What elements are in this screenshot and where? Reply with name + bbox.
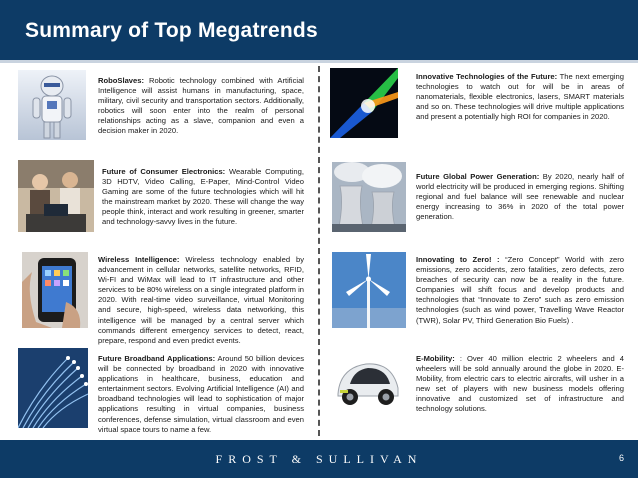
footer-bar <box>0 440 638 478</box>
roboslaves-text <box>98 76 304 137</box>
page-title: Summary of Top Megatrends <box>25 19 318 42</box>
innovating-to-zero-body: “Zero Concept” World with zero emissions, zero accidents, zero fatalities, zero defects, zero breaches of security can now be a reality in the future. Companies will shift focus and develop products and technologies that “Innovate to Zero” such as zero emission technologies (such as wind power, Travelling Wave Reactor (TWR), Solar PV, Third Generation Bio Fuels) . <box>416 255 624 325</box>
wireless-intelligence-body: Wireless technology enabled by advancement in cellular networks, satellite networks, RFID, Wi-FI and WiMax will lead to IT infrastructure and other services to be 80% wireless on a single integrated platform in 2020. With real-time video surveillance, virtual Monitoring and secure, high-speed, wireless data networking, this intelligence will be managed by a central server which commands different emergency services to detect, react, prepare, respond and even predict events. <box>98 255 304 345</box>
column-divider <box>318 66 320 436</box>
electric-car-image <box>330 350 406 414</box>
header-bar <box>0 0 638 60</box>
page-number: 6 <box>618 453 624 463</box>
innovative-technologies-text <box>416 72 624 122</box>
laser-image <box>330 68 398 138</box>
power-plant-image <box>332 162 406 232</box>
e-mobility-body: : Over 40 million electric 2 wheelers and 4 wheelers will be sold annually around the globe in 2020. E-Mobility, from electric cars to electric aircrafts, will usher in a new set of players with new business models offering innovative and customized set of infrastructure and technology solutions. <box>416 354 624 414</box>
innovating-to-zero-heading: Innovating to Zero! : <box>416 255 500 264</box>
power-generation-text <box>416 172 624 222</box>
consumer-electronics-image <box>18 160 94 232</box>
innovating-to-zero-text <box>416 255 624 326</box>
robot-image <box>18 70 86 140</box>
header-rule <box>0 60 638 63</box>
wind-turbine-image <box>332 252 406 328</box>
broadband-heading: Future Broadband Applications: <box>98 354 216 363</box>
roboslaves-body: Robotic technology combined with Artificial Intelligence will assist humans in manufacturing, space, military, civil security and transportation sectors. Additionally, robotics will soon enter into the realm of personal relationships acting as a slave, companion and even a decision maker in 2020. <box>98 76 304 136</box>
innovative-technologies-body: The next emerging technologies to watch out for will be in areas of nanomaterials, flexible electronics, lasers, SMART materials and so on. These technologies will drive multiple applications and present a potentially high ROI for companies in 2020. <box>416 72 624 122</box>
consumer-electronics-heading: Future of Consumer Electronics: <box>102 167 226 176</box>
power-generation-heading: Future Global Power Generation: <box>416 172 540 181</box>
power-generation-body: By 2020, nearly half of world electricity will be produced in emerging regions. Shifting regional and fuel balance will see renewable and nuclear energy increasing to 36% in 2020 of the total power generation. <box>416 172 624 222</box>
wireless-intelligence-text <box>98 255 304 346</box>
consumer-electronics-text <box>102 167 304 228</box>
wireless-phone-image <box>22 252 88 328</box>
e-mobility-text <box>416 354 624 415</box>
wireless-intelligence-heading: Wireless Intelligence: <box>98 255 180 264</box>
broadband-text <box>98 354 304 435</box>
roboslaves-heading: RoboSlaves: <box>98 76 144 85</box>
broadband-body: Around 50 billion devices will be connected by broadband in 2020 with innovative applications in healthcare, business, education and entertainment sectors. Evolving Artificial Intelligence (AI) and broadband technologies will lead to sophistication of major applications resulting in virtual companies, business conferences, defense simulation, virtual classroom and even virtual space tours to name a few. <box>98 354 305 434</box>
frost-sullivan-logo: FROST & SULLIVAN <box>215 451 423 466</box>
fiber-optic-image <box>18 348 88 428</box>
innovative-technologies-heading: Innovative Technologies of the Future: <box>416 72 558 81</box>
e-mobility-heading: E-Mobility: <box>416 354 455 363</box>
consumer-electronics-body: Wearable Computing, 3D HDTV, Video Calling, E-Paper, Mind-Control Video Gaming are some of the future technologies which will hit the mainstream market by 2020. These will change the way people think, interact and work resulting in greener, smarter and technology-savvy lives in the future. <box>102 167 304 227</box>
